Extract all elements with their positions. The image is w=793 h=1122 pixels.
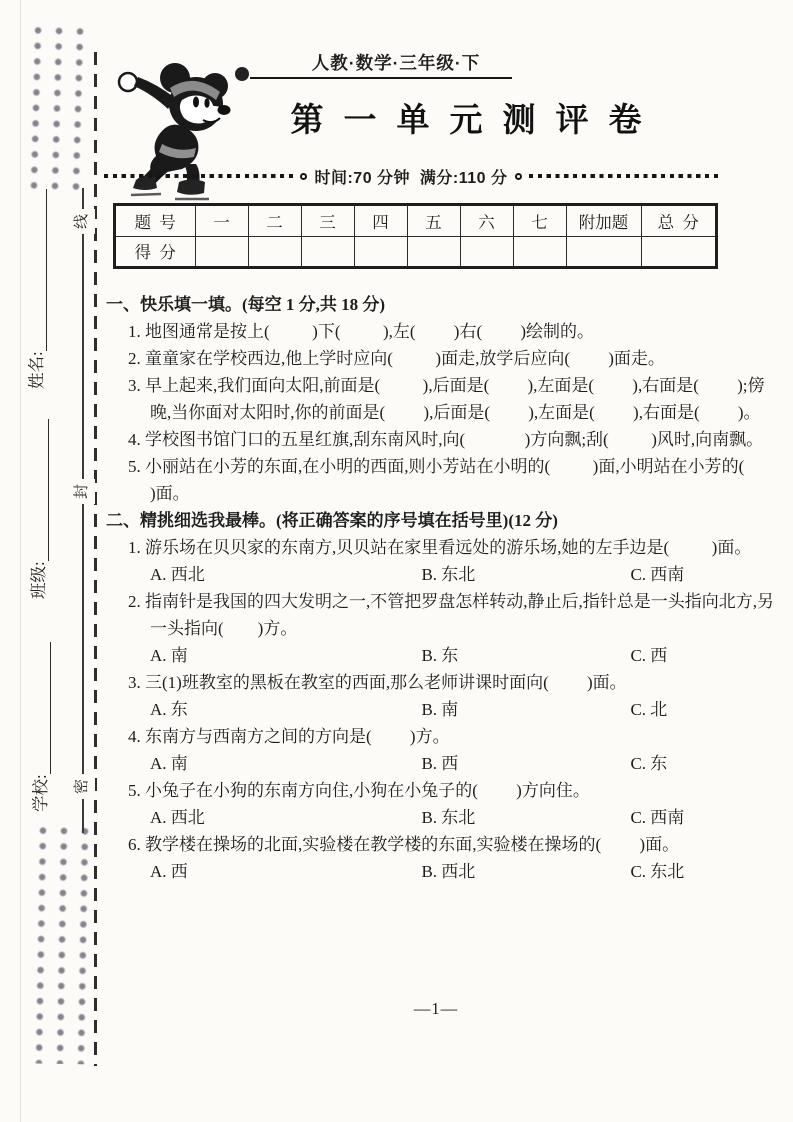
s2-question-3: 3. 三(1)班教室的黑板在教室的西面,那么老师讲课时面向( )面。: [128, 673, 627, 692]
s2-question-1-options: [106, 561, 774, 588]
score-cell: [301, 236, 354, 267]
s2-question-5: 5. 小兔子在小狗的东南方向住,小狗在小兔子的( )方向住。: [128, 781, 590, 800]
seal-char-mi: 密: [70, 774, 95, 799]
section-1-note: (每空 1 分,共 18 分): [242, 295, 386, 314]
series-banner: 人教·数学·三年级·下: [311, 53, 481, 73]
dotted-rule-right: [529, 174, 718, 179]
section-1-title: 一、快乐填一填。: [106, 295, 242, 314]
option-c: C. 西南: [630, 808, 685, 827]
score-cell: [513, 236, 566, 267]
name-label: 姓名:: [27, 351, 46, 389]
score-cell: [248, 236, 301, 267]
s2-question-1: 1. 游乐场在贝贝家的东南方,贝贝站在家里看远处的游乐场,她的左手边是( )面。: [128, 538, 752, 557]
option-b: B. 东北: [421, 565, 476, 584]
option-c: C. 西: [630, 646, 668, 665]
score-cell: [460, 236, 513, 267]
option-b: B. 西: [421, 754, 459, 773]
score-table-corner: 题 号: [115, 205, 195, 236]
circle-bullet-left-icon: [300, 173, 307, 180]
meta-divider-row: [104, 167, 718, 185]
score-col-5: 五: [407, 205, 460, 236]
score-table-score-row: [115, 236, 716, 267]
s2-question-4-options: [106, 750, 774, 777]
banner-underline: [250, 77, 512, 79]
option-c: C. 东北: [630, 862, 685, 881]
school-label: 学校:: [31, 774, 50, 812]
score-col-4: 四: [354, 205, 407, 236]
score-col-1: 一: [195, 205, 248, 236]
s2-question-2-options: [106, 642, 774, 669]
s1-question-5: 5. 小丽站在小芳的东面,在小明的西面,则小芳站在小明的( )面,小明站在小芳的( )面。: [128, 457, 783, 503]
s2-question-6: 6. 教学楼在操场的北面,实验楼在教学楼的东面,实验楼在操场的( )面。: [128, 835, 680, 854]
option-c: C. 北: [630, 700, 668, 719]
score-cell: [354, 236, 407, 267]
s2-question-4: 4. 东南方与西南方之间的方向是( )方。: [128, 727, 450, 746]
s2-question-3-options: [106, 696, 774, 723]
seal-char-xian: 线: [70, 209, 95, 234]
option-a: A. 东: [150, 700, 188, 719]
score-table: [114, 204, 717, 268]
score-col-total: 总 分: [641, 205, 716, 236]
s1-question-4: 4. 学校图书馆门口的五星红旗,刮东南风时,向( )方向飘;刮( )风时,向南飘。: [128, 430, 764, 449]
seal-char-feng: 封: [70, 479, 95, 504]
section-2-title: 二、精挑细选我最棒。: [106, 511, 276, 530]
student-class-field: [22, 419, 54, 599]
seal-solid-line: [82, 188, 84, 833]
student-school-field: [24, 642, 56, 812]
paper-edge-line: [20, 0, 21, 1122]
score-cell: [641, 236, 716, 267]
option-a: A. 西北: [150, 808, 205, 827]
dotted-rule-left: [104, 174, 293, 179]
student-name-field: [20, 189, 52, 389]
s2-question-6-options: [106, 858, 774, 885]
score-row-label: 得 分: [115, 236, 195, 267]
score-col-extra: 附加题: [566, 205, 641, 236]
class-label: 班级:: [29, 561, 48, 599]
option-a: A. 西北: [150, 565, 205, 584]
name-blank-line: [46, 189, 47, 351]
section-2-heading: [106, 507, 774, 534]
page-number: —1—: [413, 999, 459, 1018]
dashed-cut-line: [94, 52, 97, 1066]
exam-duration-score: 时间:70 分钟 满分:110 分: [314, 169, 508, 187]
option-a: A. 南: [150, 754, 188, 773]
option-a: A. 南: [150, 646, 188, 665]
s1-question-2: 2. 童童家在学校西边,他上学时应向( )面走,放学后应向( )面走。: [128, 349, 665, 368]
s1-question-1: 1. 地图通常是按上( )下( ),左( )右( )绘制的。: [128, 322, 595, 341]
binding-holes-top-icon: [24, 23, 94, 195]
option-b: B. 东北: [421, 808, 476, 827]
score-col-7: 七: [513, 205, 566, 236]
circle-bullet-right-icon: [515, 173, 522, 180]
section-1-heading: [106, 291, 774, 318]
score-cell: [195, 236, 248, 267]
section-2-note: (将正确答案的序号填在括号里)(12 分): [276, 511, 558, 530]
score-col-2: 二: [248, 205, 301, 236]
score-table-header-row: [115, 205, 716, 236]
binding-holes-bottom-icon: [29, 823, 99, 1064]
class-blank-line: [48, 419, 49, 561]
s2-question-2: 2. 指南针是我国的四大发明之一,不管把罗盘怎样转动,静止后,指针总是一头指向北方,另一头指向( )方。: [128, 592, 774, 638]
option-b: B. 西北: [421, 862, 476, 881]
score-cell: [407, 236, 460, 267]
score-col-6: 六: [460, 205, 513, 236]
s2-question-5-options: [106, 804, 774, 831]
score-cell: [566, 236, 641, 267]
page-title: 第一单元测评卷: [290, 101, 662, 138]
question-body: [106, 291, 783, 885]
option-c: C. 西南: [630, 565, 685, 584]
score-col-3: 三: [301, 205, 354, 236]
option-c: C. 东: [630, 754, 668, 773]
option-b: B. 南: [421, 700, 459, 719]
school-blank-line: [50, 642, 51, 774]
option-a: A. 西: [150, 862, 188, 881]
option-b: B. 东: [421, 646, 459, 665]
s1-question-3: 3. 早上起来,我们面向太阳,前面是( ),后面是( ),左面是( ),右面是( );傍晚,当你面对太阳时,你的前面是( ),后面是( ),左面是( ),右面是( )。: [128, 376, 765, 422]
